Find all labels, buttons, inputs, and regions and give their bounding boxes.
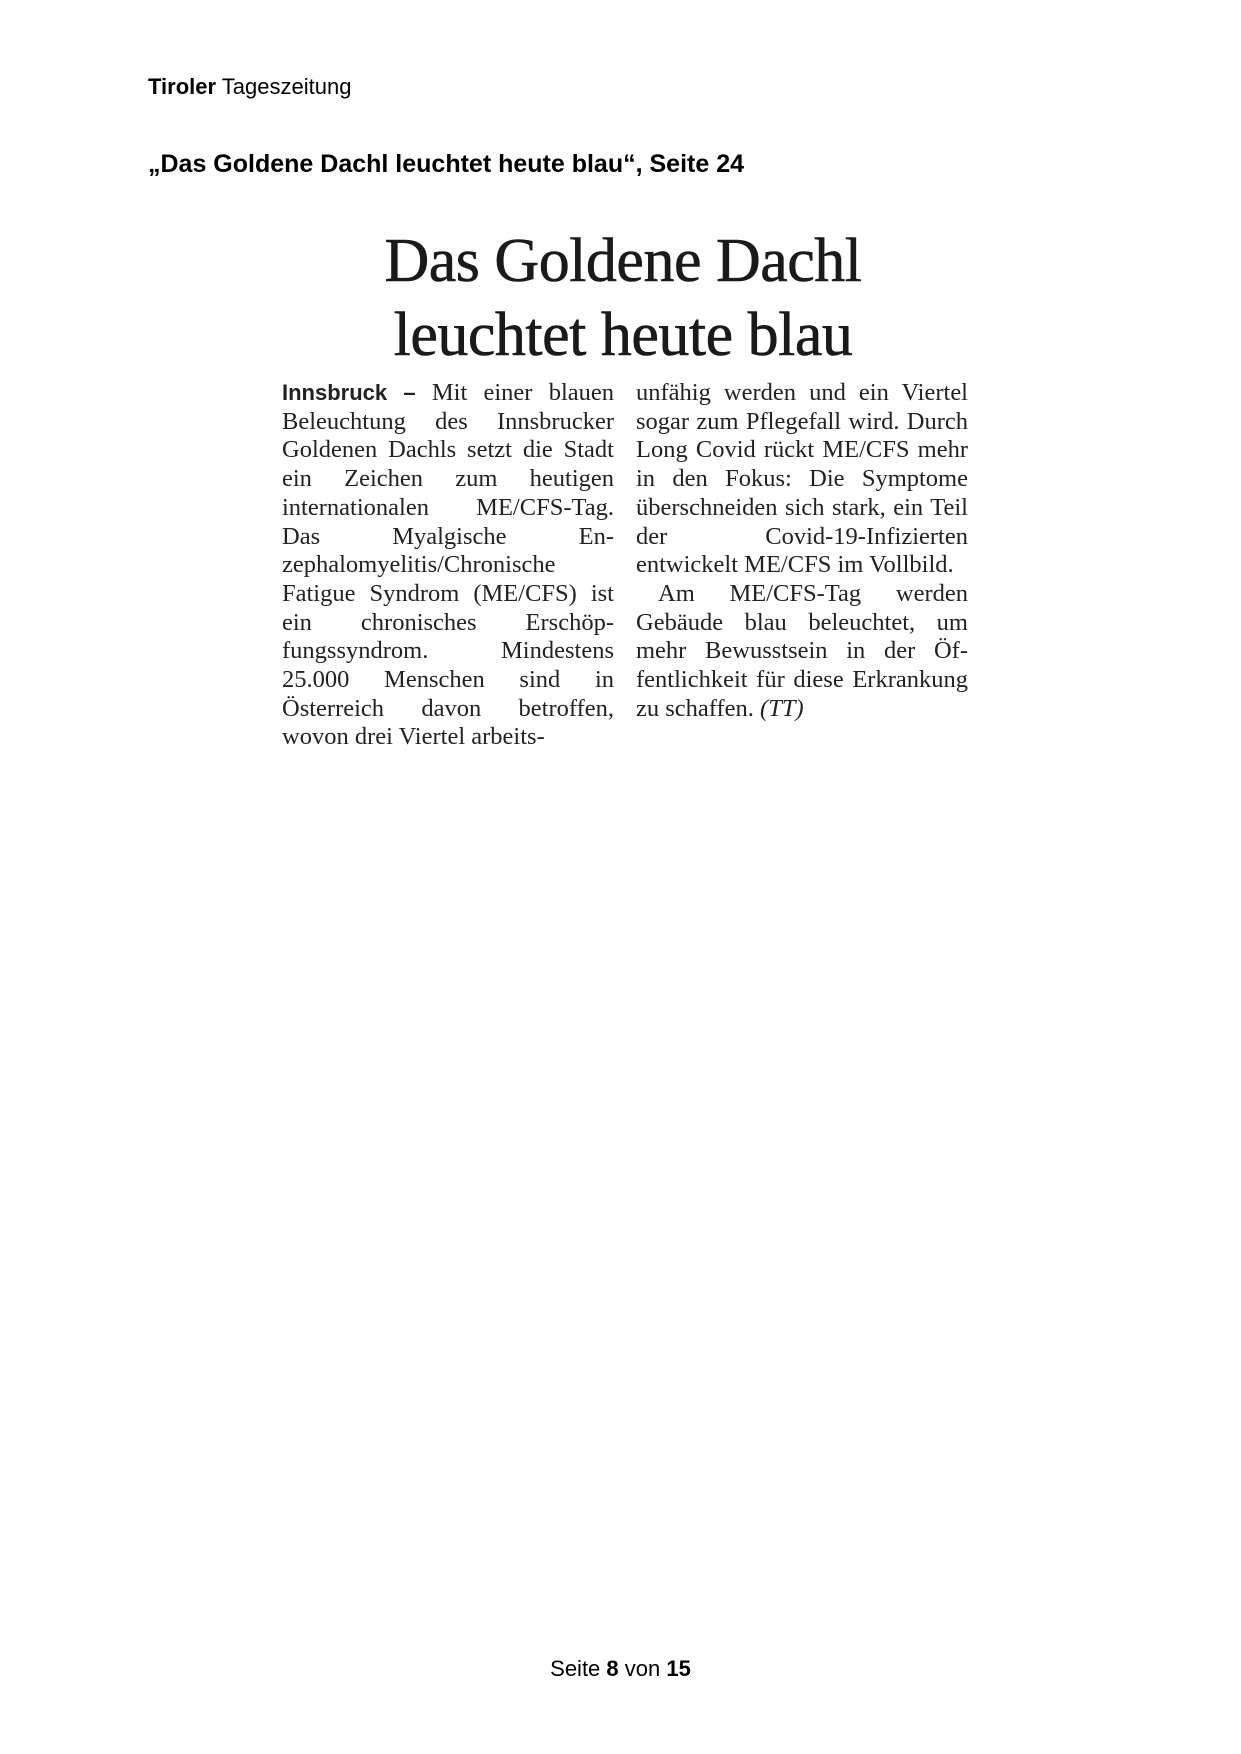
article-signature: (TT) (760, 694, 804, 722)
newspaper-clipping (278, 224, 968, 764)
column-2-paragraph-2-text: Am ME/CFS-Tag werden Gebäude blau beleuchtet, um mehr Bewusstsein in der Öffentlichkeit für diese Erkrankung zu schaffen. (636, 579, 968, 722)
article-reference: „Das Goldene Dachl leuchtet heute blau“, Seite 24 (148, 150, 744, 178)
column-1-text: Mit einer blauen Beleuchtung des Innsbrucker Goldenen Dachls setzt die Stadt ein Zeichen zum heutigen internationalen ME/​CFS-Tag. Das Myalgische Enzephalomyelitis/​Chronische Fatigue Syndrom (ME/CFS) ist ein chronisches Erschöpfungssyndrom. Mindestens 25.000 Menschen sind in Österreich davon betroffen, wovon drei Viertel arbeits- (282, 379, 615, 751)
page-middle: von (618, 1656, 667, 1681)
dateline: Innsbruck – (282, 380, 416, 405)
article-headline (278, 224, 968, 372)
page-prefix: Seite (550, 1656, 607, 1681)
headline-line-1: Das Goldene Dachl (384, 227, 862, 295)
article-column-2 (636, 379, 968, 723)
column-2-paragraph-2 (636, 580, 968, 724)
publication-name (148, 74, 351, 100)
page-number (0, 1656, 1241, 1682)
publication-name-bold: Tiroler (148, 74, 217, 99)
column-2-paragraph-1: unfähig werden und ein Viertel sogar zum Pflegefall wird. Durch Long Covid rückt ME/​CFS mehr in den Fokus: Die Symptome überschneiden sich stark, ein Teil der Covid-19-Infizierten entwickelt ME/​CFS im Vollbild. (636, 379, 968, 579)
publication-name-rest: Tageszeitung (216, 74, 352, 99)
headline-line-2: leuchtet heute blau (393, 301, 853, 369)
page-total: 15 (666, 1656, 691, 1681)
article-column-1 (282, 379, 614, 752)
page-current: 8 (606, 1656, 619, 1681)
